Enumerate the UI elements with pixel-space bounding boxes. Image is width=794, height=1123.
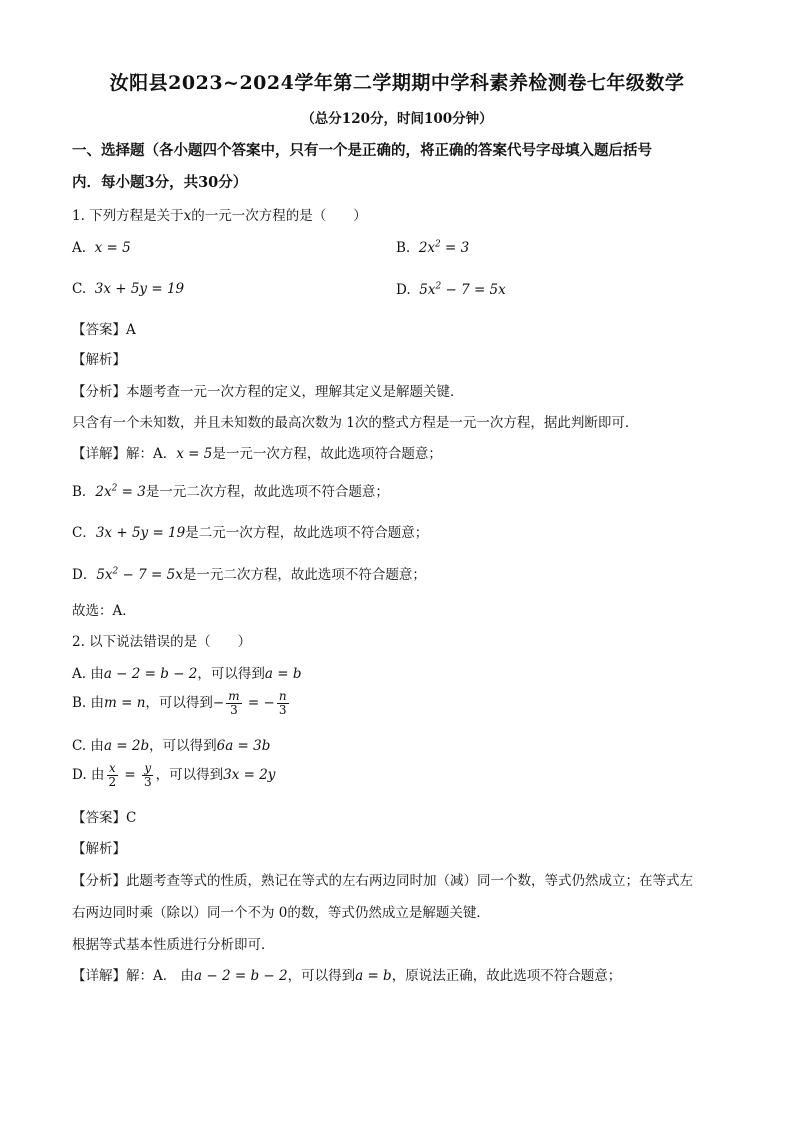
q2-detail-a-text: ，原说法正确，故此选项不符合题意； [391,968,622,984]
q1-detail-b-label: B． [72,484,96,500]
q1-detail-a-eq: x = 5 [176,446,213,462]
q2-answer: 【答案】C [72,810,137,826]
q2-detail-a-mid: ，可以得到 [287,968,356,984]
q1-analysis-tag: 【解析】 [72,352,126,368]
q1-detail-d-eq-part1: 5x [96,567,113,583]
q1-detail-a-label: 【详解】解：A． [72,446,177,462]
q1-option-d-label: D. [396,282,411,298]
q2-option-d-frac2 [142,762,154,789]
q2-option-b-frac2-num: n [278,689,287,703]
q2-option-d-equals: = [120,767,140,783]
q1-stem [72,204,367,224]
q2-option-d-frac1-den: 2 [108,775,117,789]
q1-answer: 【答案】A [72,322,136,338]
q2-option-b-mid: ，可以得到 [145,695,213,711]
q2-option-a-eq1: a − 2 = b − 2 [103,666,198,682]
q1-option-b-label: B. [396,240,411,256]
q2-option-d-eq2: 3x = 2y [223,767,276,783]
q1-option-c [72,281,184,297]
q1-detail-b-eq [95,484,145,500]
q2-option-a [72,662,302,682]
q2-option-d-label: D. 由 [72,767,105,783]
q2-option-c-eq2: 6a = 3b [216,738,271,754]
q2-option-b-eq1: m = n [104,695,146,711]
q2-option-b-frac1-den: 3 [230,703,238,717]
q2-option-b-label: B. 由 [72,695,105,711]
q1-option-a-label: A. [72,240,87,256]
q2-option-b-equals: = − [243,695,275,711]
q1-option-d-eq [419,282,506,298]
q1-detail-d-text: 是一元二次方程，故此选项不符合题意； [182,567,426,583]
q2-option-a-eq2: a = b [264,666,302,682]
q2-detail-a-label: 【详解】解：A． 由 [72,968,195,984]
q2-option-a-label: A. 由 [72,666,104,682]
q2-option-c-mid: ，可以得到 [149,738,217,754]
q1-detail-b-eq-part1: 2x [95,484,112,500]
q1-detail-b-text: 是一元二次方程，故此选项不符合题意； [145,484,389,500]
q1-detail-d-label: D． [72,567,97,583]
q2-option-a-mid: ，可以得到 [197,666,265,682]
q1-option-d-eq-part2: − 7 = 5x [441,282,506,298]
q2-fenxi-line3: 根据等式基本性质进行分析即可． [72,937,275,953]
q2-option-b [72,690,291,717]
q1-option-b-eq [419,240,469,256]
q2-analysis-tag: 【解析】 [72,841,126,857]
q1-option-b [396,240,469,256]
q2-detail-a-eq1: a − 2 = b − 2 [194,968,288,984]
q2-option-b-frac1-num: m [228,689,240,703]
q1-option-d [396,282,506,298]
q2-fenxi-line2: 右两边同时乘（除以）同一个不为 0的数，等式仍然成立是解题关键． [72,905,490,921]
q2-option-d-frac1 [106,762,118,789]
q1-option-d-eq-part1: 5x [419,282,436,298]
q2-option-c-eq1: a = 2b [103,738,150,754]
q2-option-b-frac2 [277,690,289,717]
q1-option-a [72,240,131,256]
q2-stem: 2. 以下说法错误的是（ ） [72,634,252,650]
section-heading-line2: 内．每小题3分，共30分） [72,174,248,191]
q1-detail-c-label: C． [72,525,96,541]
q2-option-b-frac1 [226,690,241,717]
q2-detail-a [72,964,621,984]
q1-option-b-eq-part1: 2x [418,240,436,256]
q1-stem-text: 1. 下列方程是关于 [72,208,184,224]
q2-option-c [72,734,270,754]
q2-option-d [72,762,275,789]
q1-stem-text-end: 的一元一次方程的是（ ） [191,208,367,224]
q2-option-d-frac2-num: y [144,761,152,775]
q1-detail-b-eq-part2: = 3 [117,484,146,500]
q1-detail-d-eq [96,567,183,583]
q1-detail-a-text: 是一元一次方程，故此选项符合题意； [212,446,442,462]
section-heading-line1: 一、选择题（各小题四个答案中，只有一个是正确的，将正确的答案代号字母填入题后括号 [72,142,652,159]
q1-option-d-eq-exp: 2 [435,281,442,292]
q1-detail-c-eq: 3x + 5y = 19 [95,525,186,541]
page-subtitle: （总分120分，时间100分钟） [301,111,493,127]
q1-option-c-eq: 3x + 5y = 19 [94,281,185,297]
q2-option-c-label: C. 由 [72,738,104,754]
q1-detail-a [72,442,442,462]
q2-option-d-frac2-den: 3 [143,775,152,789]
q1-conclusion: 故选：A． [72,603,136,619]
q1-detail-b-eq-exp: 2 [111,483,118,494]
q2-option-d-mid: ，可以得到 [155,767,224,783]
q2-option-b-frac2-den: 3 [278,703,287,717]
q1-fenxi2: 只含有一个未知数，并且未知数的最高次数为 1次的整式方程是一元一次方程，据此判断即可． [72,415,639,431]
q1-detail-b [72,480,389,500]
q1-option-c-label: C. [72,281,87,297]
q1-option-b-eq-part2: = 3 [440,240,470,256]
q2-fenxi-line1: 【分析】此题考查等式的性质，熟记在等式的左右两边同时加（减）同一个数，等式仍然成立；在等式左 [72,873,693,889]
q1-detail-d [72,563,426,583]
q2-detail-a-eq2: a = b [355,968,392,984]
q1-option-a-eq: x = 5 [94,240,131,256]
page-title: 汝阳县2023~2024学年第二学期期中学科素养检测卷七年级数学 [109,72,685,94]
q1-detail-c [72,521,428,541]
q2-option-d-frac1-num: x [108,761,116,775]
q2-option-b-minus1: − [212,695,225,711]
q1-option-b-eq-exp: 2 [435,239,441,250]
q1-stem-var: x [183,208,192,224]
q1-detail-d-eq-part2: − 7 = 5x [118,567,183,583]
q1-detail-c-text: 是二元一次方程，故此选项不符合题意； [185,525,429,541]
q1-fenxi: 【分析】本题考查一元一次方程的定义，理解其定义是解题关键． [72,384,464,400]
q1-detail-d-eq-exp: 2 [112,566,119,577]
